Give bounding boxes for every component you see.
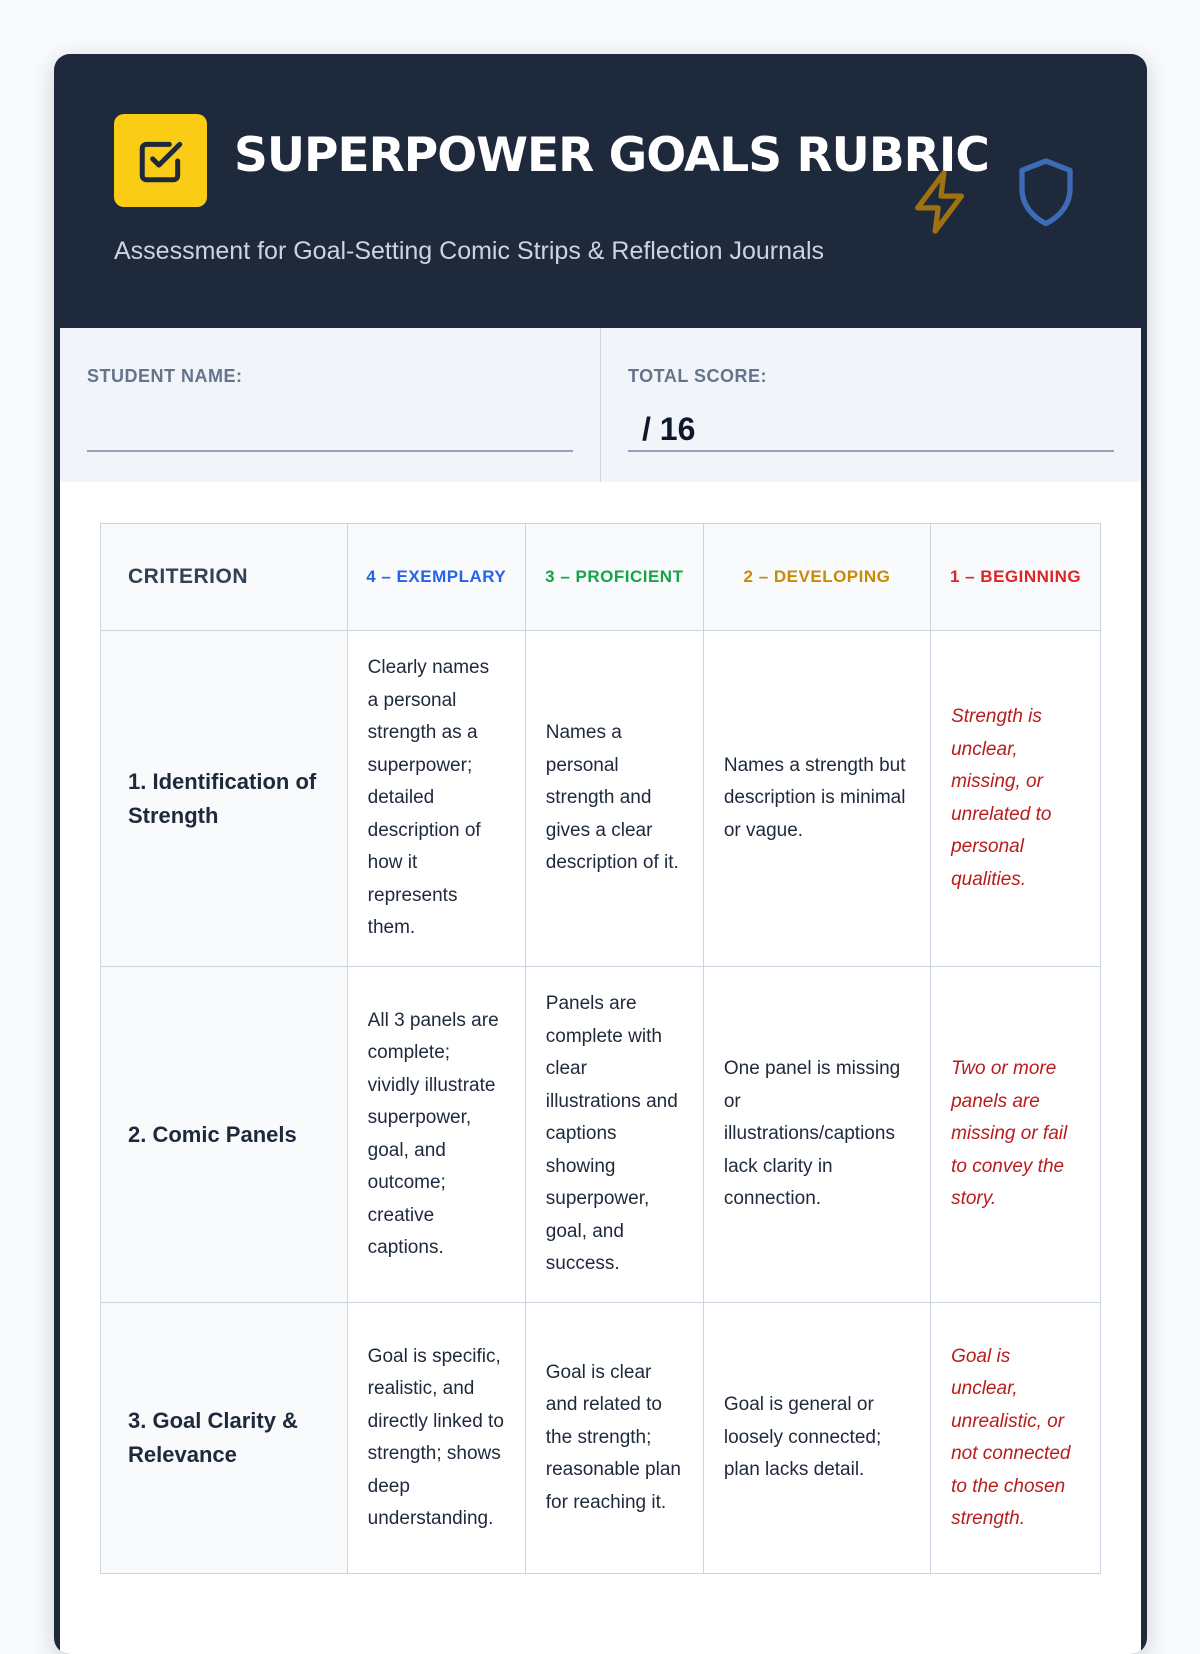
criterion-cell: 2. Comic Panels [101,967,348,1303]
total-score-input[interactable] [628,405,1114,452]
level4-cell: All 3 panels are complete; vividly illustrate superpower, goal, and outcome; creative captions. [347,967,525,1303]
rubric-table [100,523,1101,1574]
lightning-icon [906,164,976,240]
level2-cell: Names a strength but description is minimal or vague. [703,631,930,967]
criterion-cell: 3. Goal Clarity & Relevance [101,1303,348,1574]
page-title: SUPERPOWER GOALS RUBRIC [234,128,989,183]
level4-cell: Clearly names a personal strength as a superpower; detailed description of how it represents them. [347,631,525,967]
level3-cell: Names a personal strength and gives a clear description of it. [525,631,703,967]
criterion-cell: 1. Identification of Strength [101,631,348,967]
level1-cell: Goal is unclear, unrealistic, or not connected to the chosen strength. [931,1303,1101,1574]
level4-header: 4 – EXEMPLARY [347,524,525,631]
student-name-field [60,328,600,482]
student-name-input[interactable] [87,405,573,452]
level1-cell: Two or more panels are missing or fail to convey the story. [931,967,1101,1303]
table-row [101,1303,1101,1574]
criterion-header: CRITERION [101,524,348,631]
rubric-body [60,482,1141,1654]
student-info-bar [60,328,1141,483]
header [54,54,1147,328]
total-score-value: / 16 [642,411,696,447]
page-subtitle: Assessment for Goal-Setting Comic Strips & Reflection Journals [114,237,824,265]
level3-cell: Panels are complete with clear illustrations and captions showing superpower, goal, and success. [525,967,703,1303]
checkbox-icon [136,136,186,186]
total-score-label: TOTAL SCORE: [628,366,768,386]
shield-icon [1014,154,1078,232]
table-row [101,631,1101,967]
level4-cell: Goal is specific, realistic, and directly linked to strength; shows deep understanding. [347,1303,525,1574]
logo-badge [114,114,207,207]
level2-cell: One panel is missing or illustrations/captions lack clarity in connection. [703,967,930,1303]
level2-header: 2 – DEVELOPING [703,524,930,631]
rubric-card [54,54,1147,1654]
level2-cell: Goal is general or loosely connected; plan lacks detail. [703,1303,930,1574]
total-score-field [600,328,1141,482]
table-header-row [101,524,1101,631]
student-name-label: STUDENT NAME: [87,366,243,386]
level1-cell: Strength is unclear, missing, or unrelated to personal qualities. [931,631,1101,967]
level1-header: 1 – BEGINNING [931,524,1101,631]
level3-cell: Goal is clear and related to the strength; reasonable plan for reaching it. [525,1303,703,1574]
table-row [101,967,1101,1303]
level3-header: 3 – PROFICIENT [525,524,703,631]
